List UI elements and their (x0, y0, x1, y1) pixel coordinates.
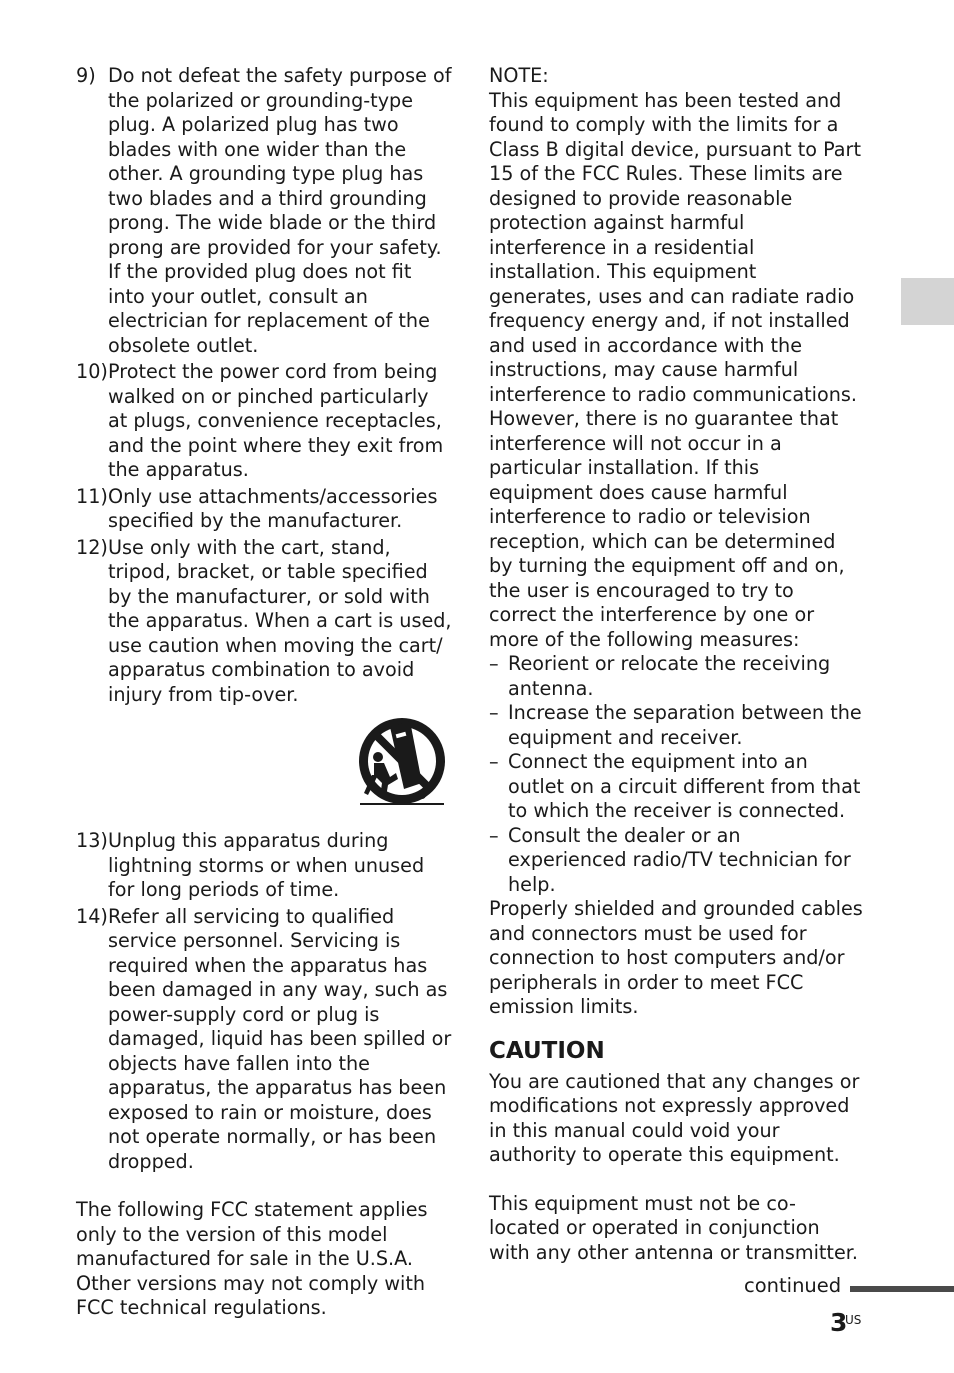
page-number: 3 (830, 1308, 848, 1337)
item-text: Unplug this apparatus during lightning storms or when unused for long periods of time. (108, 829, 425, 901)
measure-text: Connect the equipment into an outlet on a circuit different from that to which the receiver is connected. (508, 750, 861, 822)
cart-tip-over-warning-icon (352, 713, 452, 813)
fcc-statement: The following FCC statement applies only to the version of this model manufactured for sale in the U.S.A. Other versions may not comply with FCC technical regulations. (76, 1198, 428, 1319)
item-text: Protect the power cord from being walked on or pinched particularly at plugs, convenience receptacles, and the point where they exit from the apparatus. (108, 360, 444, 481)
item-text: Refer all servicing to qualified service personnel. Servicing is required when the apparatus has been damaged in any way, such as power-supply cord or plug is damaged, liquid has been spilled or objects have fallen into the apparatus, the apparatus has been exposed to rain or moisture, does not operate normally, or has been dropped. (108, 904, 452, 1173)
item-number: 13) (76, 829, 108, 852)
page-suffix: US (845, 1313, 862, 1327)
list-item (76, 64, 452, 358)
list-item (489, 750, 865, 824)
item-number: 9) (76, 64, 96, 87)
cart-warning-figure (76, 713, 452, 815)
right-column (489, 64, 865, 1265)
measure-text: Reorient or relocate the receiving antenna. (508, 652, 831, 700)
item-text: Do not defeat the safety purpose of the polarized or grounding-type plug. A polarized plug has two blades with one wider than the other. A grounding type plug has two blades and a third grounding prong. The wide blade or the third prong are provided for your safety. If the provided plug does not fit into your outlet, consult an electrician for replacement of the obsolete outlet. (108, 64, 452, 357)
section-tab (901, 278, 954, 325)
item-text: Use only with the cart, stand, tripod, bracket, or table specified by the manufacturer, or sold with the apparatus. When a cart is used, use caution when moving the cart/ apparatus combination to avoid injury from tip-over. (108, 535, 452, 706)
continued-bar (850, 1286, 954, 1292)
caution-heading: CAUTION (489, 1037, 605, 1064)
item-number: 11) (76, 484, 108, 508)
item-number: 12) (76, 535, 108, 559)
list-item (76, 485, 452, 534)
list-item (76, 905, 452, 1175)
item-number: 14) (76, 904, 108, 928)
measure-text: Consult the dealer or an experienced radio/TV technician for help. (508, 823, 851, 896)
dash-bullet: – (489, 750, 499, 773)
left-column (76, 64, 452, 1321)
spacer (76, 1174, 452, 1198)
cables-text: Properly shielded and grounded cables and connectors must be used for connection to host computers and/or peripherals in order to meet FCC emission limits. (489, 897, 863, 1018)
colocation-text: This equipment must not be co-located or operated in conjunction with any other antenna or transmitter. (489, 1191, 858, 1264)
instruction-list-a (76, 64, 452, 707)
dash-bullet: – (489, 823, 499, 847)
note-text: This equipment has been tested and found to comply with the limits for a Class B digital device, pursuant to Part 15 of the FCC Rules. These limits are designed to provide reasonable protection against harmful interference in a residential installation. This equipment generates, uses and can radiate radio frequency energy and, if not installed and used in accordance with the instructions, may cause harmful interference to radio communications. However, there is no guarantee that interference will not occur in a particular installation. If this equipment does cause harmful interference to radio or television reception, which can be determined by turning the equipment off and on, the user is encouraged to try to correct the interference by one or more of the following measures: (489, 88, 861, 651)
measure-text: Increase the separation between the equipment and receiver. (508, 701, 862, 749)
instruction-list-b (76, 829, 452, 1174)
dash-bullet: – (489, 701, 499, 724)
caution-text: You are cautioned that any changes or modifications not expressly approved in this manual could void your authority to operate this equipment. (489, 1069, 860, 1166)
list-item (489, 701, 865, 750)
item-number: 10) (76, 360, 108, 383)
list-item (76, 829, 452, 903)
item-text: Only use attachments/accessories specified by the manufacturer. (108, 484, 438, 532)
list-item (489, 824, 865, 898)
continued-label: continued (744, 1274, 842, 1297)
note-label: NOTE: (489, 64, 549, 87)
list-item (489, 652, 865, 701)
dash-bullet: – (489, 652, 499, 675)
list-item (76, 360, 452, 483)
measures-list (489, 652, 865, 897)
list-item (76, 536, 452, 708)
spacer (489, 1168, 865, 1192)
